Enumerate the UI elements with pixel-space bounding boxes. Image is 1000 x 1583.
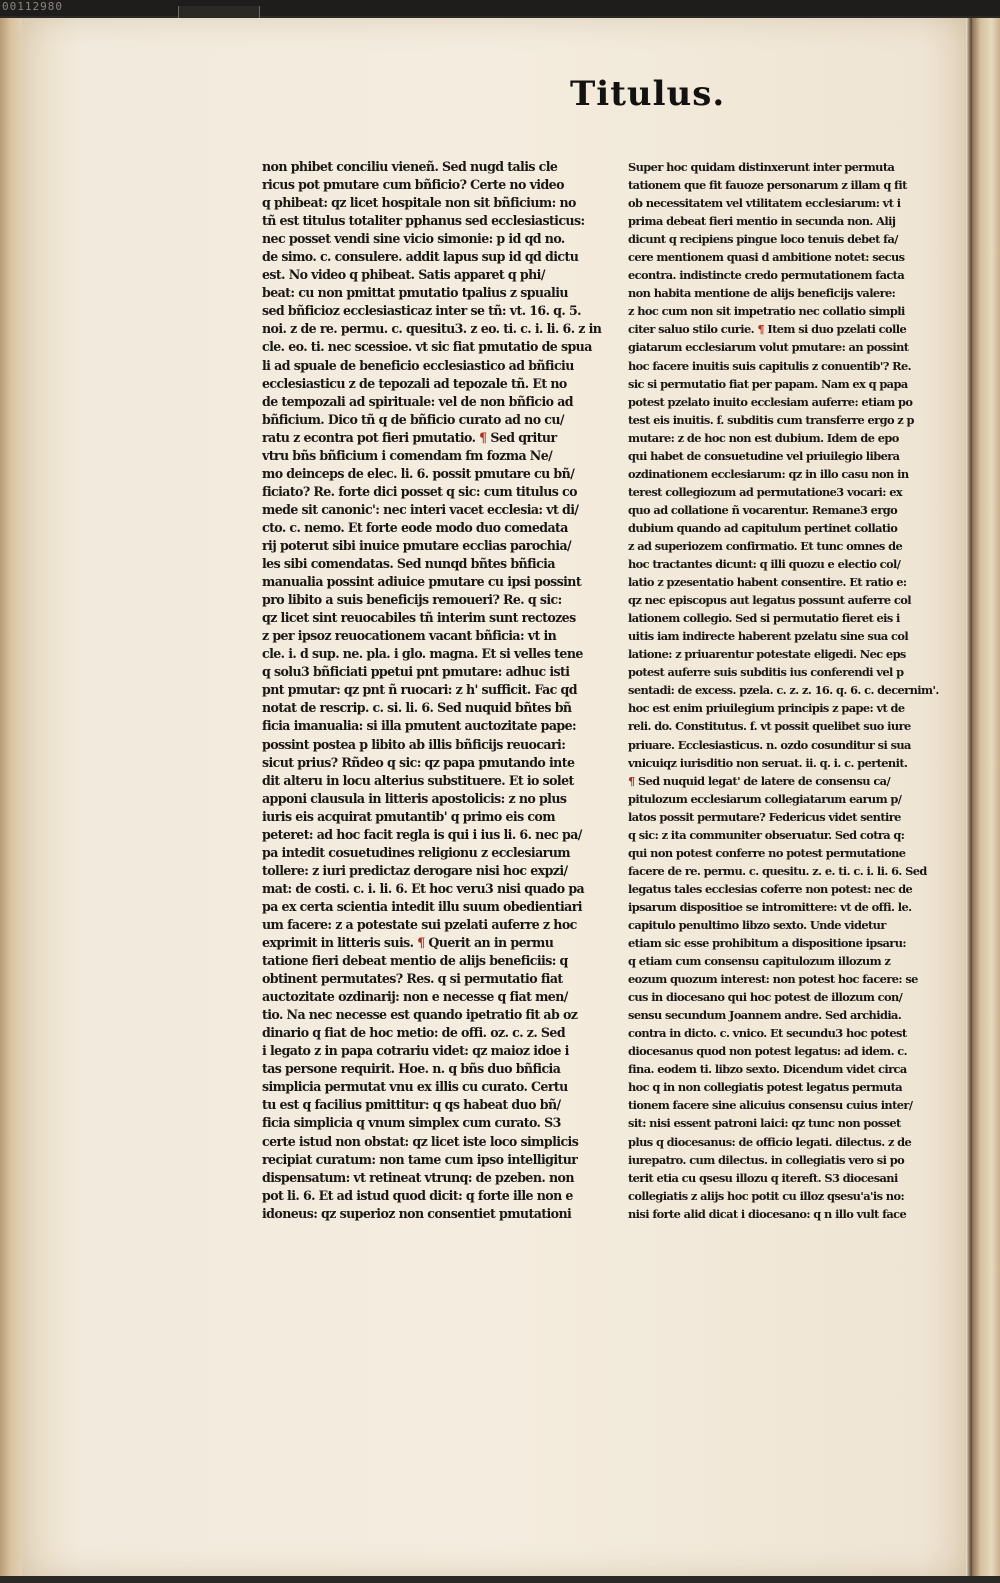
scan-top-strip bbox=[0, 0, 1000, 16]
text-line: terit etia cu qsesu illozu q itereft. S3 diocesani bbox=[628, 1170, 898, 1185]
text-line: legatus tales ecclesias coferre non potest: nec de bbox=[628, 881, 913, 896]
text-line: dinario q fiat de hoc metio: de offi. oz. c. z. Sed bbox=[262, 1025, 566, 1041]
text-line: iurepatro. cum dilectus. in collegiatis vero si po bbox=[628, 1152, 905, 1167]
text-line: hoc facere inuitis suis capitulis z conuentib'? Re. bbox=[628, 358, 912, 373]
text-line: latione: z priuarentur potestate eligedi. Nec eps bbox=[628, 647, 906, 662]
text-line: Super hoc quidam distinxerunt inter permuta bbox=[628, 160, 895, 174]
text-line: q etiam cum consensu capitulozum illozum z bbox=[628, 954, 891, 969]
text-line: mede sit canonic': nec interi vacet ecclesia: vt di/ bbox=[262, 501, 579, 517]
text-line: test eis inuitis. f. subditis cum transferre ergo z p bbox=[628, 412, 914, 427]
text-line: possint postea p libito ab illis bñficijs reuocari: bbox=[262, 736, 566, 752]
text-line: latos possit permutare? Federicus videt sentire bbox=[628, 809, 901, 824]
text-line: citer saluo stilo curie. ¶ Item si duo pzelati colle bbox=[628, 322, 907, 337]
text-line: sed bñficioz ecclesiasticaz inter se tñ: vt. 16. q. 5. bbox=[262, 303, 581, 319]
text-line: cle. eo. ti. nec scessioe. vt sic fiat pmutatio de spua bbox=[262, 339, 592, 355]
text-line: giatarum ecclesiarum volut pmutare: an possint bbox=[628, 340, 909, 355]
text-line: peteret: ad hoc facit regla is qui i ius li. 6. nec pa/ bbox=[262, 826, 582, 842]
text-line: priuare. Ecclesiasticus. n. ozdo cosunditur si sua bbox=[628, 737, 911, 752]
text-line: cere mentionem quasi d ambitione notet: secus bbox=[628, 250, 905, 265]
text-line: les sibi comendatas. Sed nunqd bñtes bñficia bbox=[262, 556, 555, 572]
text-line: manualia possint adiuice pmutare cu ipsi possint bbox=[262, 574, 582, 590]
text-line: ricus pot pmutare cum bñficio? Certe no video bbox=[262, 177, 564, 193]
text-line: simplicia permutat vnu ex illis cu curato. Certu bbox=[262, 1079, 568, 1095]
text-line: vtru bñs bñficium i comendam fm fozma Ne/ bbox=[262, 447, 553, 463]
text-line: bñficium. Dico tñ q de bñficio curato ad no cu/ bbox=[262, 411, 564, 427]
text-line: dit alteru in locu alterius substituere. Et io solet bbox=[262, 772, 574, 788]
text-line: nec posset vendi sine vicio simonie: p id qd no. bbox=[262, 231, 565, 247]
pilcrow-mark: ¶ bbox=[479, 429, 487, 445]
text-line: plus q diocesanus: de officio legati. dilectus. z de bbox=[628, 1134, 912, 1149]
text-line: notat de rescrip. c. si. li. 6. Sed nuquid bñtes bñ bbox=[262, 700, 572, 716]
text-line: rij poterut sibi inuice pmutare ecclias parochia/ bbox=[262, 537, 572, 553]
text-line: tollere: z iuri predictaz derogare nisi hoc expzi/ bbox=[262, 862, 568, 878]
text-line: pnt pmutar: qz pnt ñ ruocari: z h' sufficit. Fac qd bbox=[262, 682, 577, 698]
text-line: tatione fieri debeat mentio de alijs beneficiis: q bbox=[262, 953, 568, 969]
text-line: ¶ Sed nuquid legat' de latere de consensu ca/ bbox=[628, 773, 891, 788]
text-line: eozum quozum interest: non potest hoc facere: se bbox=[628, 972, 918, 987]
text-line: tionem facere sine alicuius consensu cuius inter/ bbox=[628, 1098, 913, 1113]
running-title: Titulus. bbox=[570, 74, 726, 114]
text-line: qui non potest conferre no potest permutatione bbox=[628, 845, 906, 860]
text-line: sicut prius? Rñdeo q sic: qz papa pmutando inte bbox=[262, 754, 575, 770]
text-line: certe istud non obstat: qz licet iste loco simplicis bbox=[262, 1133, 579, 1149]
text-line: collegiatis z alijs hoc potit cu illoz qsesu'a'is no: bbox=[628, 1188, 905, 1203]
text-line: iuris eis acquirat pmutantib' q primo eis com bbox=[262, 808, 555, 824]
text-line: pro libito a suis beneficijs remoueri? Re. q sic: bbox=[262, 592, 562, 608]
text-line: tñ est titulus totaliter pphanus sed ecclesiasticus: bbox=[262, 213, 585, 229]
text-line: ipsarum dispositioe se intromittere: vt de offi. le. bbox=[628, 899, 912, 914]
text-line: cle. i. d sup. ne. pla. i glo. magna. Et si velles tene bbox=[262, 646, 583, 662]
right-text-column bbox=[628, 158, 948, 1223]
text-line: z per ipsoz reuocationem vacant bñficia: vt in bbox=[262, 628, 557, 644]
text-line: de simo. c. consulere. addit lapus sup id qd dictu bbox=[262, 249, 579, 265]
text-line: diocesanus quod non potest legatus: ad idem. c. bbox=[628, 1044, 907, 1059]
text-line: mat: de costi. c. i. li. 6. Et hoc veru3 nisi quado pa bbox=[262, 880, 585, 896]
text-line: potest pzelato inuito ecclesiam auferre: etiam po bbox=[628, 394, 913, 409]
text-line: etiam sic esse prohibitum a dispositione ipsaru: bbox=[628, 936, 906, 951]
text-line: hoc q in non collegiatis potest legatus permuta bbox=[628, 1080, 903, 1095]
text-line: sentadi: de excess. pzela. c. z. z. 16. q. 6. c. decernim'. bbox=[628, 683, 939, 698]
text-line: ozdinationem ecclesiarum: qz in illo casu non in bbox=[628, 466, 909, 481]
text-line: auctozitate ozdinarij: non e necesse q fiat men/ bbox=[262, 989, 568, 1005]
text-line: obtinent permutates? Res. q si permutatio fiat bbox=[262, 971, 563, 987]
text-line: cto. c. nemo. Et forte eode modo duo comedata bbox=[262, 519, 568, 535]
text-line: hoc est enim priuilegium principis z pape: vt de bbox=[628, 701, 905, 716]
left-text-column bbox=[262, 158, 602, 1223]
text-line: qz nec episcopus aut legatus possunt auferre col bbox=[628, 593, 911, 608]
text-line: beat: cu non pmittat pmutatio tpalius z spualiu bbox=[262, 285, 568, 301]
text-line: ratu z econtra pot fieri pmutatio. ¶ Sed qritur bbox=[262, 429, 557, 445]
text-line: apponi clausula in litteris apostolicis: z no plus bbox=[262, 790, 567, 806]
text-line: dispensatum: vt retineat vtrunq: de pzeben. non bbox=[262, 1169, 574, 1185]
text-line: est. No video q phibeat. Satis apparet q phi/ bbox=[262, 267, 545, 283]
pilcrow-mark: ¶ bbox=[417, 935, 425, 951]
text-line: q sic: z ita communiter obseruatur. Sed cotra q: bbox=[628, 827, 905, 842]
text-line: q solu3 bñficiati ppetui pnt pmutare: adhuc isti bbox=[262, 664, 570, 680]
text-line: qz licet sint reuocabiles tñ interim sunt rectozes bbox=[262, 610, 576, 626]
text-line: noi. z de re. permu. c. quesitu3. z eo. ti. c. i. li. 6. z in bbox=[262, 321, 602, 337]
text-line: prima debeat fieri mentio in secunda non. Alij bbox=[628, 214, 896, 229]
text-line: i legato z in papa cotrariu videt: qz maioz idoe i bbox=[262, 1043, 569, 1059]
text-line: contra in dicto. c. vnico. Et secundu3 hoc potest bbox=[628, 1026, 907, 1041]
text-line: sic si permutatio fiat per papam. Nam ex q papa bbox=[628, 376, 908, 391]
text-line: sit: nisi essent patroni laici: qz tunc non posset bbox=[628, 1116, 901, 1131]
text-line: tationem que fit fauoze personarum z illam q fit bbox=[628, 178, 907, 193]
text-line: exprimit in litteris suis. ¶ Querit an in permu bbox=[262, 935, 554, 951]
text-line: capitulo penultimo libzo sexto. Unde videtur bbox=[628, 917, 886, 932]
text-line: hoc tractantes dicunt: q illi quozu e electio col/ bbox=[628, 557, 901, 572]
text-line: quo ad collatione ñ vocarentur. Remane3 ergo bbox=[628, 502, 898, 517]
text-line: tas persone requirit. Hoe. n. q bñs duo bñficia bbox=[262, 1061, 561, 1077]
text-line: idoneus: qz superioz non consentiet pmutationi bbox=[262, 1205, 572, 1221]
text-line: tu est q facilius pmittitur: q qs habeat duo bñ/ bbox=[262, 1097, 561, 1113]
text-line: z hoc cum non sit impetratio nec collatio simpli bbox=[628, 304, 905, 319]
scan-identifier: 00112980 bbox=[2, 0, 63, 13]
pilcrow-mark: ¶ bbox=[628, 773, 635, 788]
text-line: non phibet conciliu vieneñ. Sed nugd talis cle bbox=[262, 159, 558, 174]
text-line: tio. Na nec necesse est quando ipetratio fit ab oz bbox=[262, 1007, 578, 1023]
text-line: pot li. 6. Et ad istud quod dicit: q forte ille non e bbox=[262, 1187, 573, 1203]
text-line: mutare: z de hoc non est dubium. Idem de epo bbox=[628, 430, 899, 445]
text-line: reli. do. Constitutus. f. vt possit quelibet suo iure bbox=[628, 719, 911, 734]
text-line: q phibeat: qz licet hospitale non sit bñficium: no bbox=[262, 195, 576, 211]
text-line: ob necessitatem vel vtilitatem ecclesiarum: vt i bbox=[628, 196, 901, 211]
text-line: z ad superiozem confirmatio. Et tunc omnes de bbox=[628, 538, 903, 553]
text-line: mo deinceps de elec. li. 6. possit pmutare cu bñ/ bbox=[262, 465, 575, 481]
text-line: dubium quando ad capitulum pertinet collatio bbox=[628, 520, 898, 535]
text-line: fina. eodem ti. libzo sexto. Dicendum videt circa bbox=[628, 1062, 907, 1077]
text-line: de tempozali ad spirituale: vel de non bñficio ad bbox=[262, 393, 574, 409]
text-line: potest auferre suis subditis ius conferendi vel p bbox=[628, 665, 904, 680]
text-line: qui habet de consuetudine vel priuilegio libera bbox=[628, 448, 900, 463]
text-line: vnicuiqz iurisditio non seruat. ii. q. i. c. pertenit. bbox=[628, 755, 908, 770]
text-line: econtra. indistincte credo permutationem facta bbox=[628, 268, 905, 283]
text-line: dicunt q recipiens pingue loco tenuis debet fa/ bbox=[628, 232, 898, 247]
text-line: ficia simplicia q vnum simplex cum curato. S3 bbox=[262, 1115, 561, 1131]
text-line: um facere: z a potestate sui pzelati auferre z hoc bbox=[262, 916, 577, 932]
text-line: uitis iam indirecte haberent pzelatu sine sua col bbox=[628, 629, 909, 644]
text-line: recipiat curatum: non tame cum ipso intelligitur bbox=[262, 1151, 578, 1167]
text-line: non habita mentione de alijs beneficijs valere: bbox=[628, 286, 896, 301]
text-line: cus in diocesano qui hoc potest de illozum con/ bbox=[628, 990, 903, 1005]
pilcrow-mark: ¶ bbox=[757, 322, 764, 337]
text-line: facere de re. permu. c. quesitu. z. e. ti. c. i. li. 6. Sed bbox=[628, 863, 927, 878]
text-line: pa ex certa scientia intedit illu suum obedientiari bbox=[262, 898, 582, 914]
text-line: pa intedit cosuetudines religionu z ecclesiarum bbox=[262, 844, 570, 860]
text-line: terest collegiozum ad permutatione3 vocari: ex bbox=[628, 484, 903, 499]
text-line: lationem collegio. Sed si permutatio fieret eis i bbox=[628, 611, 900, 626]
text-line: nisi forte alid dicat i diocesano: q n illo vult face bbox=[628, 1206, 907, 1221]
text-line: sensu secundum Joannem andre. Sed archidia. bbox=[628, 1008, 902, 1023]
facing-page-edge bbox=[972, 18, 1000, 1576]
text-line: li ad spuale de beneficio ecclesiastico ad bñficiu bbox=[262, 357, 574, 373]
text-line: ecclesiasticu z de tepozali ad tepozale tñ. Et no bbox=[262, 375, 567, 391]
text-line: ficia imanualia: si illa pmutent auctozitate pape: bbox=[262, 718, 577, 734]
text-line: pitulozum ecclesiarum collegiatarum earum p/ bbox=[628, 791, 902, 806]
text-line: ficiato? Re. forte dici posset q sic: cum titulus co bbox=[262, 483, 577, 499]
text-line: latio z pzesentatio habent consentire. Et ratio e: bbox=[628, 575, 907, 590]
